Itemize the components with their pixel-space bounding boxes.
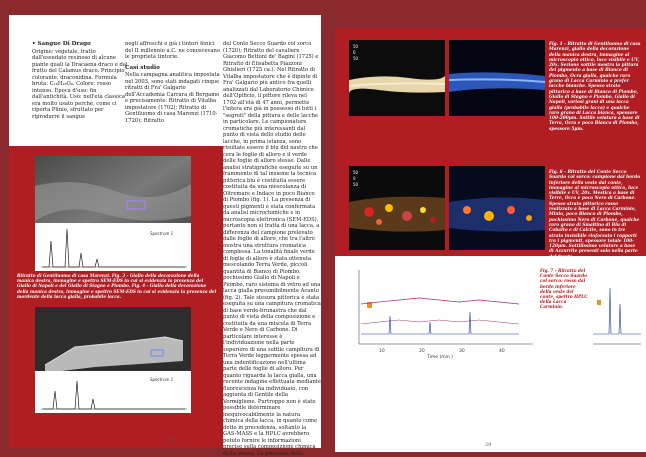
spectrum-label: Spectrum 1 [150,231,174,236]
tick-label: 10 [379,349,385,354]
page-number: 29 [485,442,492,448]
page-number: 28 [169,437,176,443]
spectrum-chart-2 [35,371,191,413]
body-text: negli affreschi e già i tintori fenici del II millennio a.C. ne conoscevano le proprietà tintorie. [125,41,221,60]
micrograph-uv-2 [449,166,545,250]
tick-label: 30 [459,349,465,354]
micrograph-visible-2 [349,166,445,250]
scale-label: 50 [353,44,359,49]
hplc-chart-2 [589,264,643,360]
figure-caption: Fig. 7 - Ritratto del Conte Secco Suardo col sorco: rosso dal bordo inferiore della veste del conte, spettro HPLC della Lacca Carminio. [540,268,588,310]
section-heading: Casi studio [125,64,160,71]
body-text: Origine: vegetale, tratto dall'essudato resinoso di alcune piante quali la Dracaena draco e dal frutto del Calamus draco. Principio colorante: draconidina. Formula bruta: C₁₈H₁₈O₄. Colore: rosso intenso. Epoca d'uso: fin dall'antichità. Uso: nell'età classica era molto usato perché, come ci riporta Plinio, sfruttato per riprodurre il sangue [32,48,128,120]
micrograph-uv-1 [449,40,545,116]
scale-label: 50 [353,56,359,61]
left-page [9,15,321,457]
figure-caption: Fig. 6 - Ritratto del Conte Secco Suardo col sorco: campione dal bordo inferiore della veste dal conte, immagine al microscopio ottico, luce visibile e UV, 20x. Mestica a base di Terre, Ocra e poco Nero di Carbone. Spesso strato pittorico rosso realizzato a base di Lacca Carminio, Minio, poco Bianco di Piombo, pochissimo Nero di Carbone, qualche raro grano di Smaltino di Blu di Cobalto e di Calcite, sono in tre strato invisibile rinforzato i rapporti tra i pigmenti, spessore totale 100-120μm. Sottilissime velature a base di Azzurrite presenti solo nella parte del fronte. [549,170,641,260]
figure-caption: Ritratto di Gentiluomo di casa Marenzi. Fig. 3 - Giallo della decorazione della manica destra, immagine e spettro SEM-EDS in cui si evidenzia la presenza del Giallo di Napoli e del Giallo di Stagno e Piombo. Fig. 4 - Giallo della decorazione della manica destra, immagine e spettro SEM-EDS in cui si evidenzia la presenza del mordente della lacca gialla, probabile lacca. [17,273,217,299]
body-text: Nella campagna analitica impostata nel 2003, sono stati indagati cinque ritratti di Fra' Galgario dell'Accademia Carrara di Bergamo e precisamente: Ritratto di Vitalba impostatore (1702); Ritratto di Gentiluomo di casa Marenzi (1710-1720); Ritratto [125,72,220,124]
hplc-chart [349,264,537,360]
text-column-3 [223,41,321,457]
micrograph-visible-1 [349,40,445,116]
right-page [335,28,646,452]
scale-label: 50 [353,170,359,175]
tick-label: 20 [419,349,425,354]
section-heading: • Sangue Di Drago [32,41,91,47]
figure-caption: Fig. 1 - Ritratto di Gentiluomo di casa Marenzi, giallo della decorazione della manica destra, immagine al microscopio ottico, luce visibile e UV, 20x. Sezione sottile mostra la pittura del pigmento a base di Bianco di Piombo, Ocra gialla, qualche raro grano di Lacca Carminio a prefer lacche bianche. Spesso strato pittorico a base di Bianco di Piombo, Giallo di Stagno e Piombo, Giallo di Napoli, variosi grani di una lacca gialla (probabile lacca) e qualche raro grano di Lacca bianca, spessore 100-200μm. Sottile velatura a base di Terra, Ocra e poco Bianco di Piombo, spessore 5μm. [549,42,641,132]
tick-label: 40 [499,349,505,354]
body-text: del Conte Secco Suardo col sorco (1720); Ritratto del cavaliere Giacomo Bettoni de' Bagini (1725) e Ritratto di Elisabetta Piazzoni Ghislieri (1725 ca.). Nel Ritratto di Vitalba impostatore che è dipinto di Fra' Galgario più antico fra quelli analizzati dal Laboratorio Chimico dell'Opificio, il pittore rileva nel 1702 all'età di 47 anni, permette l'intera era già in possesso di tutti i "segreti" della pittura e delle lacche in particolare. Le campionature cromatiche più interessanti dal punto di vista dello studio delle lacche, in prima istanza, sono risultate essere il blu del nastro che cera le foglie di alloro e il verde delle foglie di alloro stesse. Dalle analisi stratigrafiche eseguite su un frammento di tal insieme la tecnica pittorica blu è costituita essere costituita da una mescolanza di Oltremare e Indaco in poco Bianco di Piombo (fig. 1). La presenza di questi pigmenti è stata confermata da analisi microchimiche e in microscopia elettronica (SEM-EDS), pertanto non si tratta di una lacca, a differenza del campione prelevato dalle foglie di alloro, che tra l'altro mostra una struttura cromatica complessa. La tonalità finale verde di foglie di alloro è stata ottenuta mescolando Terra Verde, piccoli quantità di Bianco di Piombo, pochissimo Giallo di Napoli e Piombo, raro sistema di vetro ad una lacca gialla presumibilmente Acanto (fig. 2). Tale stesura pittorica è stata eseguita su una campitura cromatica di base verde-brunastra che dal punto di vista della composizione e costituita da una miscela di Terra Verde e Nero di Carbone. Di particolare interesse è l'individuazione nella parte superiore di una sottile campitura di Terra Verde leggermente spessa ad una indentificazione nell'ultima parte delle foglie di alloro. Per quanto riguarda la lacca gialla, una recente indagine effettuata mediante fluorescenza ha individuato, con aggiunta di Gentile della Vermiglione. Purtroppo non è stato possibile determinare inequivocabilmente la natura chimica della lacca, in quanto come detto in precedenza, soltanto la GAS-MASS e la HPLC avrebbero potuto fornire le informazioni precise sulla composizione chimica della stessa. La presenza della [223,41,321,457]
scale-label: 0 [353,50,356,55]
scale-label: 0 [353,176,356,181]
spectrum-label: Spectrum 1 [150,377,174,382]
axis-label: Time (min.) [427,355,453,360]
scale-label: 50 [353,182,359,187]
text-column-1 [32,41,128,161]
spectrum-chart-1 [35,223,191,271]
